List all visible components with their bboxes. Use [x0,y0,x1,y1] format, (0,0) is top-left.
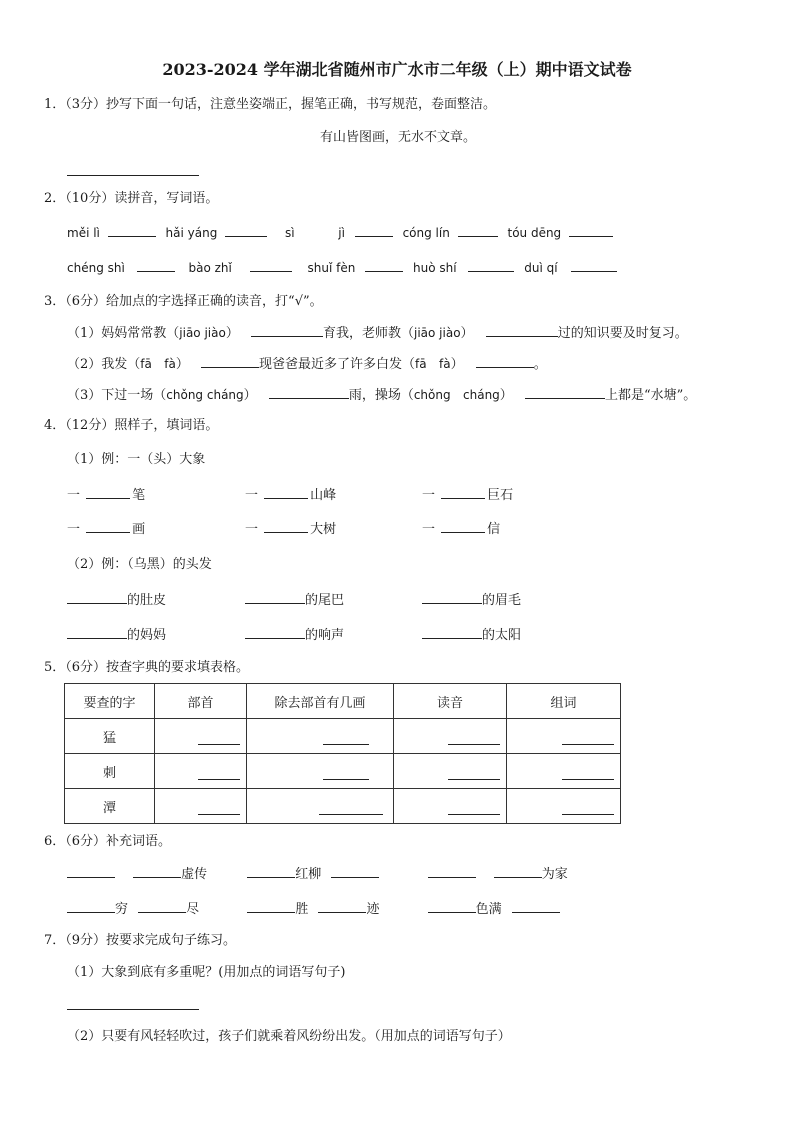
answer-blank[interactable] [264,519,308,533]
pinyin-option[interactable]: chǒng cháng [166,388,244,402]
answer-blank[interactable] [67,625,127,639]
q4-item: 的眉毛 [422,590,521,611]
answer-blank[interactable] [251,323,323,337]
pinyin: shuǐ fèn [307,261,356,275]
answer-blank[interactable] [365,258,403,272]
answer-blank[interactable] [486,323,558,337]
q2-heading: 2．（10分）读拼音，写词语。 [44,191,219,206]
pinyin: bào zhǐ [188,261,232,275]
pinyin-option[interactable]: cháng [463,388,500,402]
answer-blank[interactable] [86,485,130,499]
q1-answer-line [67,175,199,176]
column-header: 组词 [507,684,621,719]
q7-prompt-1: （1）大象到底有多重呢？(用加点的词语写句子) [67,965,346,980]
table-row [65,719,621,754]
answer-blank[interactable] [269,385,349,399]
q4-example-1: （1）例：一（头）大象 [67,452,206,467]
answer-blank[interactable] [67,590,127,604]
pinyin-option[interactable]: jiāo jiào [414,326,461,340]
answer-blank[interactable] [468,258,514,272]
pinyin: cóng lín [402,226,450,240]
answer-blank[interactable] [428,864,476,878]
lookup-char: 猛 [65,719,155,754]
column-header: 部首 [155,684,247,719]
answer-blank[interactable] [225,223,267,237]
table-cell[interactable] [507,719,621,754]
table-cell[interactable] [247,719,394,754]
q6-row1: 虚传 红柳 为家 [67,864,568,885]
answer-blank[interactable] [318,899,366,913]
column-header: 读音 [394,684,507,719]
answer-blank[interactable] [569,223,613,237]
pinyin: měi lì [67,226,100,240]
table-cell[interactable] [155,754,247,789]
column-header: 要查的字 [65,684,155,719]
q4-item: 一 大树 [245,519,336,540]
answer-blank[interactable] [250,258,292,272]
answer-blank[interactable] [137,258,175,272]
q2-row2 [67,258,617,278]
table-cell[interactable] [507,754,621,789]
column-header: 除去部首有几画 [247,684,394,719]
pinyin: hǎi yáng [165,226,218,240]
answer-blank[interactable] [138,899,186,913]
answer-blank[interactable] [525,385,605,399]
q4-item: 一 巨石 [422,485,513,506]
answer-blank[interactable] [422,590,482,604]
answer-blank[interactable] [247,899,295,913]
table-cell[interactable] [155,789,247,824]
q2-row1 [67,223,613,243]
answer-blank[interactable] [422,625,482,639]
q3-sentence-1: （1）妈妈常常教（jiāo jiào） 育我，老师教（jiāo jiào） 过的知识要及时复习。 [67,323,688,344]
answer-blank[interactable] [428,899,476,913]
answer-blank[interactable] [441,519,485,533]
pinyin-option[interactable]: fà [164,357,176,371]
q6-row2: 穷 尽 胜 迹 色满 [67,899,560,920]
q3-heading: 3．（6分）给加点的字选择正确的读音，打“√”。 [44,294,323,309]
answer-blank[interactable] [245,625,305,639]
pinyin-option[interactable]: fā [140,357,152,371]
q4-item: 的妈妈 [67,625,166,646]
q4-item: 一 山峰 [245,485,336,506]
q4-item: 一 笔 [67,485,145,506]
q3-sentence-3: （3）下过一场（chǒng cháng） 雨，操场（chǒng cháng） 上都是“水塘”。 [67,385,696,406]
answer-blank[interactable] [512,899,560,913]
dictionary-table [64,683,621,824]
pinyin: sì [285,226,295,240]
pinyin: tóu dēng [507,226,562,240]
answer-blank[interactable] [441,485,485,499]
answer-blank[interactable] [476,354,534,368]
table-cell[interactable] [394,719,507,754]
table-cell[interactable] [247,789,394,824]
answer-blank[interactable] [201,354,259,368]
answer-blank[interactable] [247,864,295,878]
answer-blank[interactable] [571,258,617,272]
table-row [65,789,621,824]
table-cell[interactable] [155,719,247,754]
answer-blank[interactable] [245,590,305,604]
lookup-char: 潭 [65,789,155,824]
q1-sentence: 有山皆图画，无水不文章。 [320,130,477,145]
q4-heading: 4．（12分）照样子，填词语。 [44,418,219,433]
table-cell[interactable] [394,754,507,789]
answer-blank[interactable] [494,864,542,878]
q7-prompt-2: （2）只要有风轻轻吹过，孩子们就乘着风纷纷出发。（用加点的词语写句子） [67,1029,511,1044]
answer-blank[interactable] [331,864,379,878]
answer-blank[interactable] [67,899,115,913]
q4-example-2: （2）例：（乌黑）的头发 [67,557,212,572]
q4-item: 的响声 [245,625,344,646]
pinyin: duì qí [524,261,558,275]
pinyin-option[interactable]: fā [415,357,427,371]
answer-blank[interactable] [133,864,181,878]
exam-title: 2023-2024 学年湖北省随州市广水市二年级（上）期中语文试卷 [162,60,632,79]
answer-blank[interactable] [86,519,130,533]
table-row [65,754,621,789]
table-cell[interactable] [394,789,507,824]
answer-blank[interactable] [458,223,498,237]
pinyin: chéng shì [67,261,125,275]
q3-sentence-2: （2）我发（fā fà） 现爸爸最近多了许多白发（fā fà） 。 [67,354,547,375]
q1-heading: 1．（3分）抄写下面一句话，注意坐姿端正，握笔正确，书写规范，卷面整洁。 [44,97,497,112]
q7-answer-line[interactable] [67,1009,199,1010]
lookup-char: 刺 [65,754,155,789]
q5-heading: 5．（6分）按查字典的要求填表格。 [44,660,250,675]
table-cell[interactable] [247,754,394,789]
q4-item: 的肚皮 [67,590,166,611]
answer-blank[interactable] [355,223,393,237]
answer-blank[interactable] [108,223,156,237]
q4-item: 一 画 [67,519,145,540]
table-header-row [65,684,621,719]
pinyin-option[interactable]: chǒng [413,388,451,402]
pinyin: jì [338,226,345,240]
answer-blank[interactable] [264,485,308,499]
pinyin-option[interactable]: jiāo jiào [179,326,226,340]
answer-blank[interactable] [67,864,115,878]
q4-item: 的太阳 [422,625,521,646]
q6-heading: 6．（6分）补充词语。 [44,834,172,849]
q4-item: 一 信 [422,519,500,540]
pinyin-option[interactable]: fà [439,357,451,371]
q7-heading: 7．（9分）按要求完成句子练习。 [44,933,237,948]
table-cell[interactable] [507,789,621,824]
pinyin: huò shí [413,261,457,275]
q4-item: 的尾巴 [245,590,344,611]
